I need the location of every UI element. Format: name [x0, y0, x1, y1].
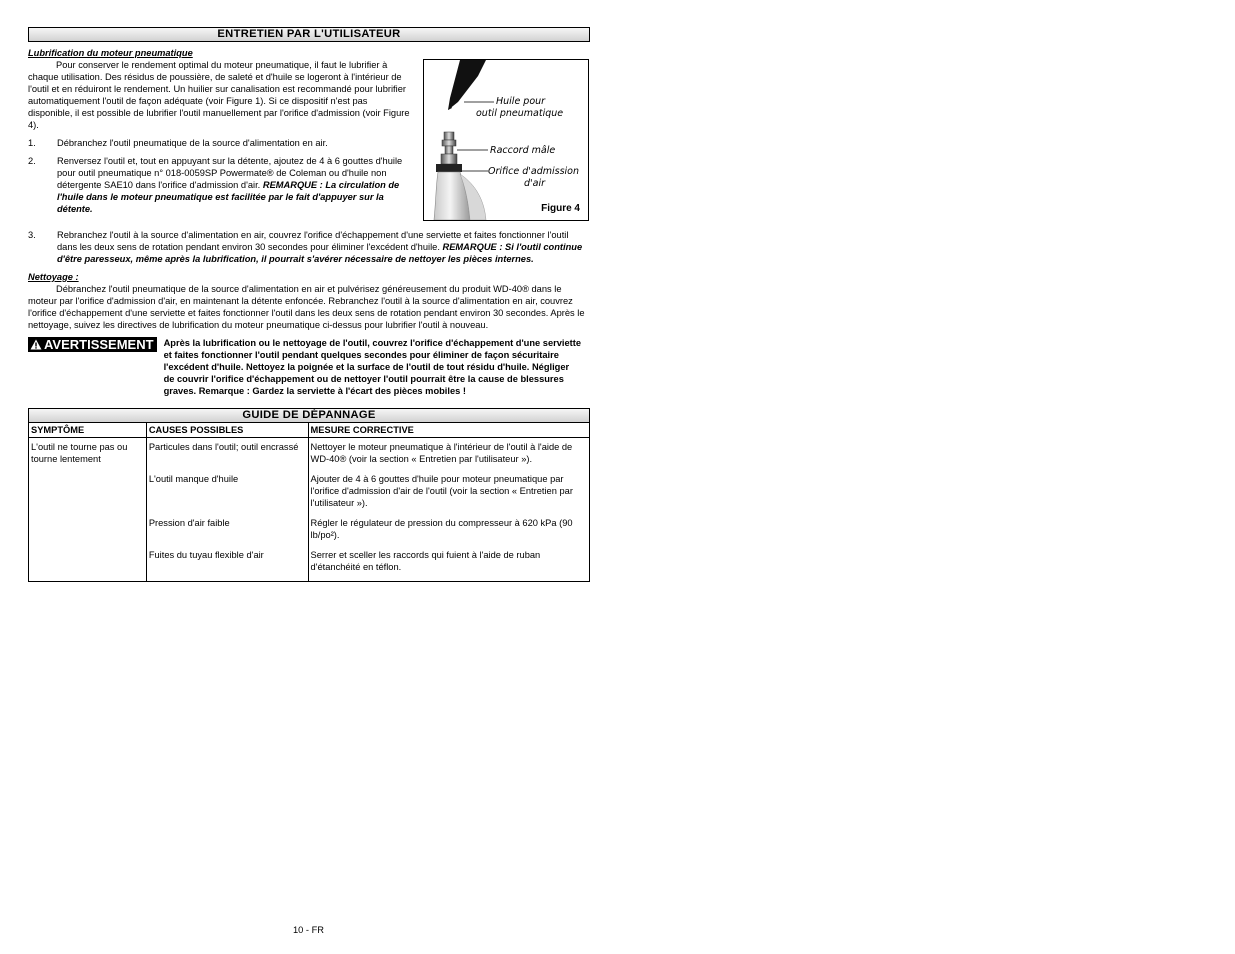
- cleaning-text: Débranchez l'outil pneumatique de la source d'alimentation en air et pulvérisez généreusement du produit WD-40® dans le moteur par l'orifice d'admission d'air, en maintenant la détente enfoncée. Rebranchez l'outil à la source d'alimentation en air, couvrez l'orifice d'échappement d'une serviette et faites fonctionner l'outil dans les deux sens de rotation pendant environ 30 secondes. Après le nettoyage, suivez les directives de lubrification du moteur pneumatique ci-dessus pour lubrifier l'outil à nouveau.: [28, 284, 585, 330]
- header-causes: CAUSES POSSIBLES: [146, 423, 308, 438]
- cause-cell: Particules dans l'outil; outil encrassé: [148, 442, 299, 452]
- section-banner-troubleshooting: GUIDE DE DÉPANNAGE: [28, 408, 590, 423]
- manual-page: [28, 27, 590, 582]
- label-inlet-line2: d'air: [524, 178, 546, 189]
- step-2: 2. Renversez l'outil et, tout en appuyant sur la détente, ajoutez de 4 à 6 gouttes d'huile pour outil pneumatique n° 018-0059SP Powermate® de Coleman ou d'huile non détergente SAE10 dans l'orifice d'admission d'air. REMARQUE : La circulation de l'huile dans le moteur pneumatique est facilitée par le fait d'appuyer sur la détente.: [28, 156, 403, 214]
- label-male-fitting: Raccord mâle: [490, 145, 556, 156]
- warning-block: [28, 337, 590, 397]
- step-3-note: REMARQUE : Si l'outil continue d'être paresseux, même après la lubrification, il pourrait s'avérer nécessaire de nettoyer les pièces internes.: [57, 242, 583, 264]
- troubleshooting-table: [28, 423, 590, 582]
- header-remedy: MESURE CORRECTIVE: [308, 423, 589, 438]
- cause-cell: Pression d'air faible: [148, 518, 230, 528]
- lubrication-section: [28, 47, 590, 215]
- air-tool-illustration-icon: [424, 60, 588, 220]
- figure-caption: Figure 4: [541, 203, 580, 214]
- header-symptom: SYMPTÔME: [29, 423, 147, 438]
- remedy-cell: Serrer et sceller les raccords qui fuient à l'aide de ruban d'étanchéité en téflon.: [308, 548, 589, 582]
- remedy-cell: Régler le régulateur de pression du compresseur à 620 kPa (90 lb/po²).: [308, 516, 589, 548]
- remedy-cell: Nettoyer le moteur pneumatique à l'intérieur de l'outil à l'aide de WD-40® (voir la section « Entretien par l'utilisateur »).: [308, 438, 589, 473]
- step-2-text: Renversez l'outil et, tout en appuyant sur la détente, ajoutez de 4 à 6 gouttes d'huile pour outil pneumatique n° 018-0059SP Powermate® de Coleman ou d'huile non détergente SAE10 dans l'orifice d'admission d'air.: [57, 156, 403, 190]
- warning-triangle-icon: [30, 339, 42, 350]
- page-number: 10 - FR: [293, 925, 324, 935]
- cause-cell: L'outil manque d'huile: [148, 474, 239, 484]
- step-3-text: Rebranchez l'outil à la source d'alimentation en air, couvrez l'orifice d'échappement d'une serviette et faites fonctionner l'outil dans les deux sens de rotation pendant environ 30 secondes pour éliminer l'excédent d'huile.: [57, 230, 569, 252]
- lubrication-intro: Pour conserver le rendement optimal du moteur pneumatique, il faut le lubrifier à chaque utilisation. Des résidus de poussière, de saleté et d'huile se logeront à l'intérieur de l'outil et en réduiront le rendement. Un huilier sur canalisation est recommandé pour lubrifier automatiquement l'outil de façon adéquate (voir Figure 1). Si ce dispositif n'est pas disponible, il est possible de lubrifier l'outil manuellement par l'orifice d'admission (voir Figure 4).: [28, 60, 410, 130]
- warning-badge: [28, 337, 157, 352]
- step-1: 1. Débranchez l'outil pneumatique de la source d'alimentation en air.: [28, 138, 328, 148]
- cause-cell: Fuites du tuyau flexible d'air: [146, 548, 308, 582]
- warning-label: AVERTISSEMENT: [44, 337, 154, 352]
- section-banner-maintenance: ENTRETIEN PAR L'UTILISATEUR: [28, 27, 590, 42]
- step-3: 3. Rebranchez l'outil à la source d'alimentation en air, couvrez l'orifice d'échappement d'une serviette et faites fonctionner l'outil dans les deux sens de rotation pendant environ 30 secondes pour éliminer l'excédent d'huile. REMARQUE : Si l'outil continue d'être paresseux, même après la lubrification, il pourrait s'avérer nécessaire de nettoyer les pièces internes.: [28, 230, 583, 264]
- warning-text: Après la lubrification ou le nettoyage de l'outil, couvrez l'orifice d'échappement d'une serviette et faites fonctionner l'outil pendant quelques secondes pour éliminer de façon sécuritaire l'excédent d'huile. Nettoyez la poignée et la surface de l'outil de tout résidu d'huile. Négliger de couvrir l'orifice d'échappement ou de nettoyer l'outil pourrait être la cause de blessures graves. Remarque : Gardez la serviette à l'écart des pièces mobiles !: [163, 338, 582, 396]
- label-oil-line2: outil pneumatique: [476, 108, 564, 119]
- label-inlet-line1: Orifice d'admission: [488, 166, 580, 177]
- step-2-note: REMARQUE : La circulation de l'huile dans le moteur pneumatique est facilitée par le fait d'appuyer sur la détente.: [57, 180, 400, 214]
- table-row: [29, 438, 590, 473]
- symptom-cell: L'outil ne tourne pas ou tourne lentement: [29, 438, 147, 582]
- table-header-row: [29, 423, 590, 438]
- lubrication-heading: Lubrification du moteur pneumatique: [28, 48, 193, 58]
- remedy-cell: Ajouter de 4 à 6 gouttes d'huile pour moteur pneumatique par l'orifice d'admission d'air de l'outil (voir la section « Entretien par l'utilisateur »).: [308, 472, 589, 516]
- cleaning-heading: Nettoyage :: [28, 272, 79, 282]
- label-oil-line1: Huile pour: [496, 96, 546, 107]
- figure-4: [423, 59, 589, 221]
